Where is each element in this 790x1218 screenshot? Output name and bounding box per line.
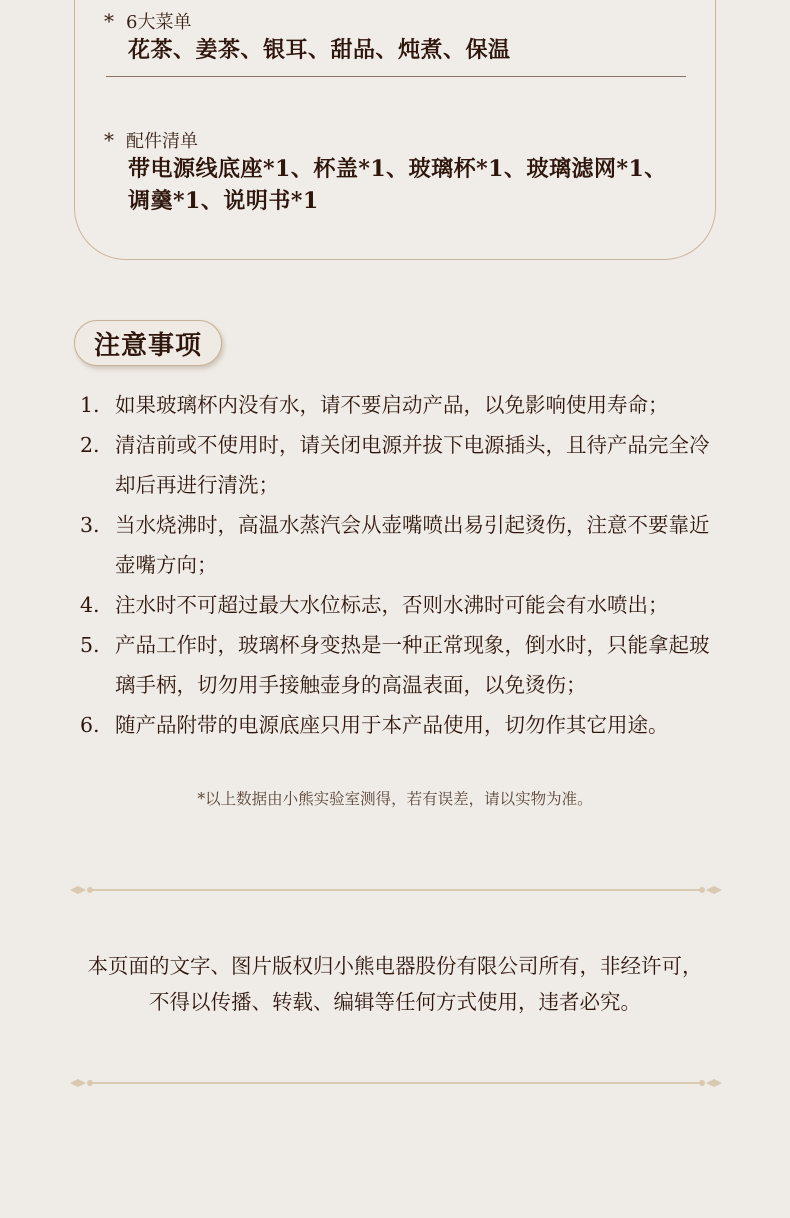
ornament-divider-top [68,884,724,896]
notice-item [80,505,720,585]
copyright-line-1: 本页面的文字、图片版权归小熊电器股份有限公司所有，非经许可， [87,954,703,978]
spec-label-menu: 6大菜单 [126,12,192,33]
notice-title: 注意事项 [74,320,222,366]
ornament-divider-bottom [68,1077,724,1089]
notice-item-number: 3. [80,513,100,537]
asterisk-icon: * [104,128,114,152]
notice-item-number: 1. [80,393,100,417]
notice-item [80,585,720,625]
spec-divider [106,76,686,77]
spec-value-menu: 花茶、姜茶、银耳、甜品、炖煮、保温 [128,37,511,63]
copyright-line-2: 不得以传播、转载、编辑等任何方式使用，违者必究。 [149,990,641,1014]
spec-label-accessories: 配件清单 [126,131,198,152]
asterisk-icon: * [104,9,114,33]
notice-list [80,385,720,745]
notice-item-text: 清洁前或不使用时，请关闭电源并拔下电源插头，且待产品完全冷却后再进行清洗； [115,433,710,497]
spec-accessories-block [104,127,688,217]
spec-value-accessories: 带电源线底座*1、杯盖*1、玻璃杯*1、玻璃滤网*1、调羹*1、说明书*1 [128,156,667,214]
notice-item-text: 随产品附带的电源底座只用于本产品使用，切勿作其它用途。 [115,713,669,737]
notice-item [80,625,720,705]
notice-item-text: 注水时不可超过最大水位标志，否则水沸时可能会有水喷出； [115,593,669,617]
notice-item [80,425,720,505]
disclaimer-note: *以上数据由小熊实验室测得，若有误差，请以实物为准。 [197,790,593,808]
copyright-notice [0,948,790,1020]
notice-item-text: 如果玻璃杯内没有水，请不要启动产品，以免影响使用寿命； [115,393,669,417]
notice-item-text: 当水烧沸时，高温水蒸汽会从壶嘴喷出易引起烫伤，注意不要靠近壶嘴方向； [115,513,710,577]
notice-item-number: 6. [80,713,100,737]
notice-item [80,705,720,745]
notice-item-number: 2. [80,433,100,457]
notice-item-text: 产品工作时，玻璃杯身变热是一种正常现象，倒水时，只能拿起玻璃手柄，切勿用手接触壶身的高温表面，以免烫伤； [115,633,710,697]
notice-item-number: 5. [80,633,100,657]
notice-item [80,385,720,425]
notice-item-number: 4. [80,593,100,617]
spec-menu-block [104,8,688,66]
